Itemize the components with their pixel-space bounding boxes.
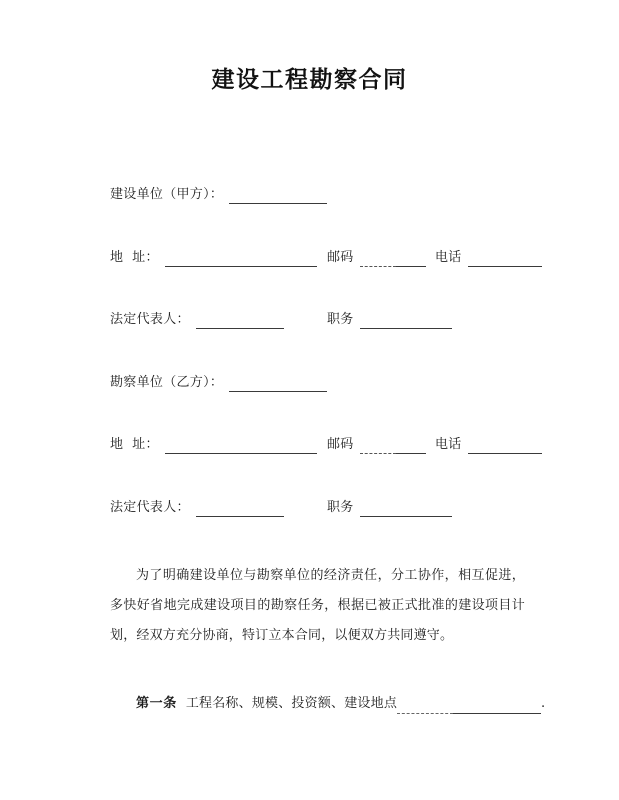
- form-row-party-b-address: [110, 436, 530, 499]
- label-party-a-unit: 建设单位（甲方）：: [110, 187, 224, 202]
- input-party-a-phone[interactable]: [468, 253, 542, 267]
- clause-text: 工程名称、规模、投资额、建设地点: [185, 696, 398, 711]
- input-party-b-address[interactable]: [165, 440, 317, 454]
- input-party-b-position[interactable]: [360, 503, 452, 517]
- input-party-a-unit[interactable]: [229, 190, 327, 204]
- input-clause-1-blank[interactable]: [453, 702, 541, 714]
- label-party-b-position: 职务: [327, 499, 354, 515]
- form-row-party-a-unit: [110, 186, 530, 249]
- label-party-b-postcode: 邮码: [327, 437, 354, 452]
- label-party-a-address: 地 址：: [110, 249, 159, 265]
- label-party-b-address: 地 址：: [110, 437, 159, 452]
- input-party-b-unit[interactable]: [229, 378, 327, 392]
- label-party-a-phone: 电话: [435, 249, 462, 265]
- input-party-b-legal-rep[interactable]: [196, 503, 284, 517]
- preamble-paragraph: 为了明确建设单位与勘察单位的经济责任，分工协作，相互促进，多快好省地完成建设项目的勘察任务，根据已被正式批准的建设项目计划，经双方充分协商，特订立本合同，以便双方共同遵守。: [110, 568, 525, 643]
- input-party-b-postcode[interactable]: [360, 440, 396, 454]
- clause-number: 第一条: [136, 696, 177, 711]
- form-row-party-b-unit: [110, 374, 530, 437]
- contract-parties-form: [110, 186, 530, 561]
- input-party-b-phone[interactable]: [468, 440, 542, 454]
- label-party-a-position: 职务: [327, 312, 354, 327]
- input-party-a-postcode[interactable]: [360, 253, 396, 267]
- label-party-b-legal-rep: 法定代表人：: [110, 499, 190, 515]
- input-clause-1-blank-dashed[interactable]: [397, 702, 453, 714]
- input-party-a-legal-rep[interactable]: [196, 315, 284, 329]
- form-row-party-a-legal-rep: [110, 311, 530, 374]
- label-party-b-phone: 电话: [435, 437, 462, 452]
- input-party-a-postcode-tail[interactable]: [396, 253, 426, 267]
- label-party-b-unit: 勘察单位（乙方）：: [110, 374, 224, 390]
- clause-trailing-punctuation: .: [541, 696, 546, 711]
- form-row-party-b-legal-rep: [110, 499, 530, 562]
- page-title: 建设工程勘察合同: [211, 67, 408, 93]
- form-row-party-a-address: [110, 249, 530, 312]
- input-party-a-position[interactable]: [360, 315, 452, 329]
- clause-article-1: [110, 694, 546, 714]
- input-party-b-postcode-tail[interactable]: [396, 440, 426, 454]
- label-party-a-legal-rep: 法定代表人：: [110, 312, 190, 327]
- input-party-a-address[interactable]: [165, 253, 317, 267]
- label-party-a-postcode: 邮码: [327, 249, 354, 265]
